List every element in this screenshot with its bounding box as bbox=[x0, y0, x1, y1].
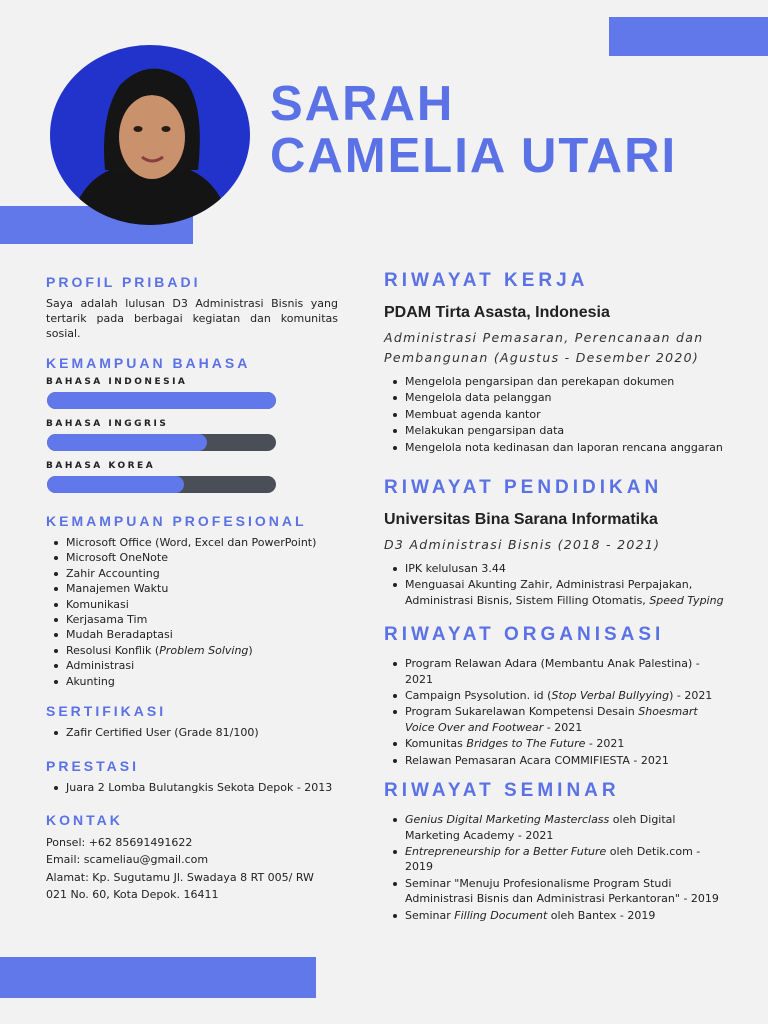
left-column bbox=[46, 274, 338, 904]
awards-list bbox=[46, 780, 338, 795]
list-item: Program Relawan Adara (Membantu Anak Palestina) - 2021 bbox=[384, 656, 724, 687]
education-list bbox=[384, 561, 724, 608]
item-text: oleh Detik.com - 2019 bbox=[405, 844, 701, 874]
language-item bbox=[46, 377, 338, 409]
contact-address: Alamat: Kp. Sugutamu Jl. Swadaya 8 RT 005/ RW 021 No. 60, Kota Depok. 16411 bbox=[46, 870, 314, 902]
item-text: - 2021 bbox=[543, 720, 583, 734]
item-italic: Problem Solving bbox=[159, 643, 249, 657]
language-level-fill bbox=[47, 476, 184, 493]
item-text: Resolusi Konflik ( bbox=[66, 643, 160, 657]
language-level-bar bbox=[47, 392, 276, 409]
language-level-fill bbox=[47, 392, 276, 409]
certs-list bbox=[46, 725, 338, 740]
contact-email: Email: scameliau@gmail.com bbox=[46, 853, 209, 867]
full-name bbox=[270, 78, 677, 182]
list-item bbox=[384, 736, 724, 751]
list-item bbox=[384, 688, 724, 703]
item-italic: Filling Document bbox=[454, 908, 548, 922]
education-org: Universitas Bina Sarana Informatika bbox=[384, 511, 658, 529]
list-item: Komunikasi bbox=[46, 597, 338, 612]
skills-heading: KEMAMPUAN PROFESIONAL bbox=[46, 513, 307, 529]
item-text: oleh Bantex - 2019 bbox=[547, 908, 656, 922]
skills-list bbox=[46, 535, 338, 689]
certs-heading: SERTIFIKASI bbox=[46, 703, 167, 720]
contact-heading: KONTAK bbox=[46, 811, 123, 828]
list-item bbox=[384, 577, 724, 608]
contact-phone: Ponsel: +62 85691491622 bbox=[46, 835, 193, 849]
language-item bbox=[46, 419, 338, 451]
seminars-heading: RIWAYAT SEMINAR bbox=[384, 780, 620, 802]
languages-heading: KEMAMPUAN BAHASA bbox=[46, 355, 251, 371]
item-text: oleh Digital Marketing Academy - 2021 bbox=[405, 813, 676, 842]
language-label: BAHASA INGGRIS bbox=[46, 419, 169, 429]
language-level-bar bbox=[47, 476, 276, 493]
language-label: BAHASA INDONESIA bbox=[46, 377, 188, 387]
list-item: Mengelola pengarsipan dan perekapan dokumen bbox=[384, 374, 724, 389]
profile-text: Saya adalah lulusan D3 Administrasi Bisnis yang tertarik pada berbagai kegiatan dan komunitas sosial. bbox=[46, 297, 338, 340]
list-item bbox=[384, 812, 724, 843]
list-item: Membuat agenda kantor bbox=[384, 407, 724, 422]
bottom-left-accent-bar bbox=[0, 957, 316, 998]
work-list bbox=[384, 374, 724, 455]
language-label: BAHASA KOREA bbox=[46, 461, 156, 471]
list-item: Melakukan pengarsipan data bbox=[384, 423, 724, 438]
list-item: Akunting bbox=[46, 674, 338, 689]
item-text: - 2021 bbox=[585, 737, 625, 751]
contact-block bbox=[46, 834, 338, 904]
list-item: Relawan Pemasaran Acara COMMIFIESTA - 2021 bbox=[384, 753, 724, 768]
list-item: Manajemen Waktu bbox=[46, 581, 338, 596]
item-text: Program Sukarelawan Kompetensi Desain bbox=[405, 705, 639, 719]
name-line-2: CAMELIA UTARI bbox=[270, 129, 678, 183]
work-role: Administrasi Pemasaran, Perencanaan dan Pembangunan (Agustus - Desember 2020) bbox=[384, 330, 704, 365]
language-item bbox=[46, 461, 338, 493]
item-italic: Stop Verbal Bullyying bbox=[551, 689, 670, 703]
list-item: Seminar "Menuju Profesionalisme Program Studi Administrasi Bisnis dan Administrasi Perkantoran" - 2019 bbox=[384, 876, 724, 907]
awards-heading: PRESTASI bbox=[46, 758, 139, 775]
item-italic: Speed Typing bbox=[649, 593, 724, 607]
list-item bbox=[384, 704, 724, 735]
item-text: Seminar bbox=[405, 908, 455, 922]
list-item: Microsoft Office (Word, Excel dan PowerPoint) bbox=[46, 535, 338, 550]
list-item: IPK kelulusan 3.44 bbox=[384, 561, 724, 576]
seminars-list bbox=[384, 812, 724, 923]
list-item bbox=[46, 643, 338, 658]
list-item: Kerjasama Tim bbox=[46, 612, 338, 627]
list-item: Zahir Accounting bbox=[46, 566, 338, 581]
organizations-list bbox=[384, 656, 724, 768]
list-item: Microsoft OneNote bbox=[46, 550, 338, 565]
language-level-fill bbox=[47, 434, 207, 451]
list-item bbox=[384, 844, 724, 875]
item-text: Campaign Psysolution. id ( bbox=[405, 689, 552, 703]
right-column bbox=[384, 270, 724, 924]
profile-photo bbox=[50, 45, 250, 225]
work-heading: RIWAYAT KERJA bbox=[384, 270, 589, 291]
name-line-1: SARAH bbox=[270, 77, 455, 131]
item-text: ) bbox=[248, 643, 253, 657]
list-item: Administrasi bbox=[46, 658, 338, 673]
list-item: Juara 2 Lomba Bulutangkis Sekota Depok - 2013 bbox=[46, 780, 338, 795]
top-right-accent-bar bbox=[609, 17, 768, 56]
work-org: PDAM Tirta Asasta, Indonesia bbox=[384, 304, 610, 321]
item-italic: Entrepreneurship for a Better Future bbox=[405, 844, 607, 858]
education-role: D3 Administrasi Bisnis (2018 - 2021) bbox=[384, 537, 661, 553]
education-heading: RIWAYAT PENDIDIKAN bbox=[384, 477, 663, 499]
language-level-bar bbox=[47, 434, 276, 451]
item-text: Komunitas bbox=[405, 737, 467, 751]
item-text: ) - 2021 bbox=[669, 689, 713, 703]
item-italic: Bridges to The Future bbox=[466, 737, 586, 751]
list-item: Mengelola nota kedinasan dan laporan rencana anggaran bbox=[384, 440, 724, 455]
item-italic: Shoesmart Voice Over and Footwear bbox=[405, 705, 698, 734]
item-italic: Genius Digital Marketing Masterclass bbox=[405, 813, 610, 827]
organizations-heading: RIWAYAT ORGANISASI bbox=[384, 624, 665, 646]
profile-heading: PROFIL PRIBADI bbox=[46, 274, 201, 290]
item-text: Menguasai Akunting Zahir, Administrasi Perpajakan, Administrasi Bisnis, Sistem Filling Otomatis, bbox=[405, 578, 693, 607]
list-item: Mengelola data pelanggan bbox=[384, 390, 724, 405]
list-item: Zafir Certified User (Grade 81/100) bbox=[46, 725, 338, 740]
list-item bbox=[384, 908, 724, 923]
list-item: Mudah Beradaptasi bbox=[46, 627, 338, 642]
